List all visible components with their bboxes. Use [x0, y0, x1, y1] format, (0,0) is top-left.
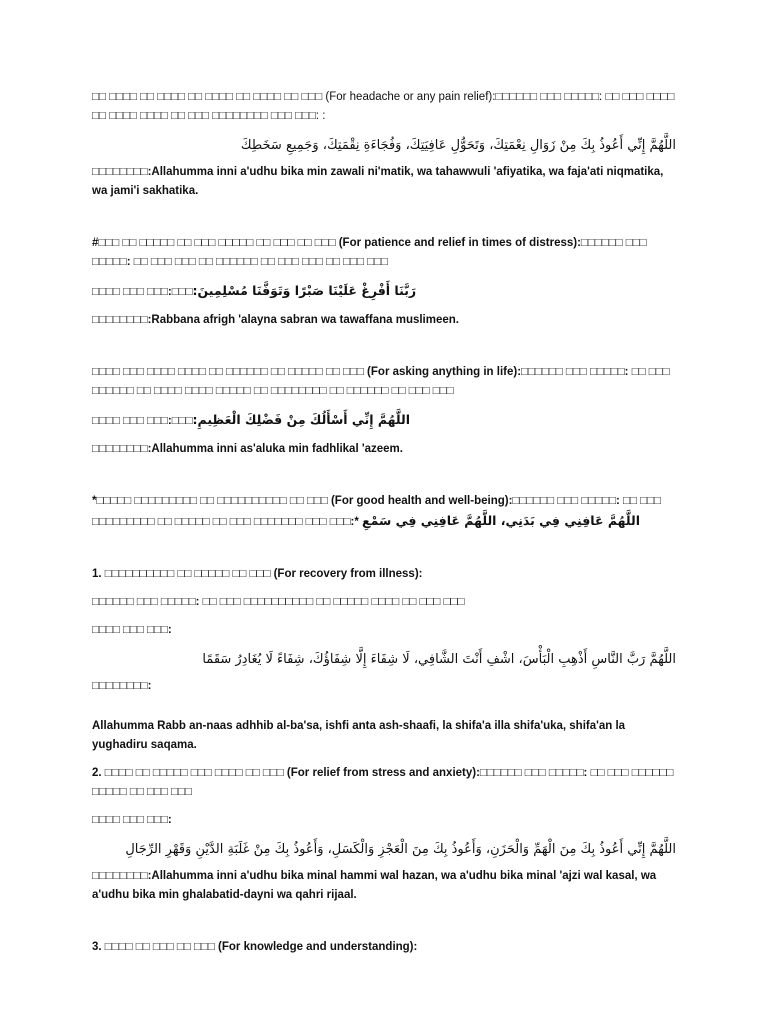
spacer [92, 339, 676, 363]
document-page [92, 88, 676, 966]
spacer [92, 705, 676, 717]
section-recovery-transliteration-label: □□□□□□□□: [92, 680, 152, 692]
section-knowledge-heading: 3. □□□□ □□ □□□ □□ □□□ (For knowledge and understanding): [92, 941, 418, 953]
transliteration-label: □□□□□□□□: [92, 870, 152, 882]
section-headache-heading: □□ □□□□ □□ □□□□ □□ □□□□ □□ □□□□ □□ □□□ (For headache or any pain relief):□□□□□□ □□□ □□□□□: □□ □□□ □□□□ □□ □□□□ □□□□ □□ □□□ □□□□□□□□ □□□ □□□: : [92, 91, 675, 122]
arabic-label: □□□□ □□□ □□□: [92, 286, 172, 298]
transliteration-text: Allahumma inni a'udhu bika minal hammi wal hazan, wa a'udhu bika minal 'ajzi wal kasal, wa a'udhu bika min ghalabatid-dayni wa qahri rijaal. [92, 870, 657, 901]
arabic-suffix: □□□ [171, 415, 193, 427]
section-asking-heading: □□□□ □□□ □□□□ □□□□ □□ □□□□□□ □□ □□□□□ □□ □□□ (For asking anything in life):□□□□□□ □□□ □□□□□: □□ □□□ □□□□□□ □□ □□□□ □□□□ □□□□□ □□ □□□□□□□□ □□ □□□□□□ □□ □□□ □□□ [92, 366, 670, 397]
section-number: 1. [92, 568, 102, 580]
section-stress-arabic: اللَّهُمَّ إِنِّي أَعُوذُ بِكَ مِنَ الْهَمِّ وَالْحَزَنِ، وَأَعُوذُ بِكَ مِنَ الْعَجْزِ وَالْكَسَلِ، وَأَعُوذُ بِكَ مِنْ غَلَبَةِ الدَّيْنِ وَقَهْرِ الرِّجَالِ [125, 842, 676, 857]
transliteration-text: Rabbana afrigh 'alayna sabran wa tawaffana muslimeen. [151, 314, 459, 326]
transliteration-label: □□□□□□□□: [92, 443, 152, 455]
section-asking-arabic-line [92, 410, 676, 431]
transliteration-label: □□□□□□□□: [92, 314, 152, 326]
section-number: 2. [92, 767, 102, 779]
section-recovery-heading: 1. □□□□□□□□□□ □□ □□□□□ □□ □□□ (For recovery from illness): [92, 568, 423, 580]
transliteration-text: Allahumma inni as'aluka min fadhlikal 'azeem. [151, 443, 403, 455]
arabic-label: □□□□ □□□ □□□: [92, 415, 172, 427]
section-number: 3. [92, 941, 102, 953]
section-patience-arabic: رَبَّنَا أَفْرِغْ عَلَيْنَا صَبْرًا وَتَوَفَّنَا مُسْلِمِينَ: [192, 283, 417, 298]
section-stress-arabic-label: □□□□ □□□ □□□: [92, 814, 172, 826]
section-patience-arabic-line [92, 281, 676, 302]
section-headache-transliteration [92, 163, 676, 201]
section-recovery-transliteration: Allahumma Rabb an-naas adhhib al-ba'sa, ishfi anta ash-shaafi, la shifa'a illa shifa'uka, shifa'an la yughadiru saqama. [92, 720, 626, 751]
section-recovery-arabic-label: □□□□ □□□ □□□: [92, 624, 172, 636]
section-health-heading: *□□□□□ □□□□□□□□□ □□ □□□□□□□□□□ □□ □□□ (For good health and well-being):□□□□□□ □□□ □□□□□: □□ □□□ □□□□□□□□□ □□ □□□□□ □□ □□□ □□□□□□□ □□□ □□□:* اللَّهُمَّ عَافِنِي فِي بَدَنِي، اللَّهُمَّ عَافِنِي فِي سَمْعِ [92, 495, 661, 528]
transliteration-label: □□□□□□□□: [92, 166, 152, 178]
transliteration-text: Allahumma inni a'udhu bika min zawali ni'matik, wa tahawwuli 'afiyatika, wa faja'ati niqmatika, wa jami'i sakhatika. [92, 166, 664, 197]
spacer [92, 914, 676, 938]
section-recovery-arabic: اللَّهُمَّ رَبَّ النَّاسِ أَذْهِبِ الْبَأْسَ، اشْفِ أَنْتَ الشَّافِي، لَا شِفَاءَ إِلَّا شِفَاؤُكَ، شِفَاءً لَا يُغَادِرُ سَقَمًا [202, 652, 676, 667]
section-stress-heading: 2. □□□□ □□ □□□□□ □□□ □□□□ □□ □□□ (For relief from stress and anxiety):□□□□□□ □□□ □□□□□: □□ □□□ □□□□□□ □□□□□ □□ □□□ □□□ [92, 767, 674, 798]
section-stress-transliteration [92, 867, 676, 905]
section-asking-arabic: اللَّهُمَّ إِنِّي أَسْأَلُكَ مِنْ فَضْلِكَ الْعَظِيمِ: [192, 412, 410, 427]
section-patience-transliteration [92, 311, 676, 330]
section-health-arabic: اللَّهُمَّ عَافِنِي فِي بَدَنِي، اللَّهُمَّ عَافِنِي فِي سَمْعِ [362, 513, 640, 528]
section-recovery-meaning: □□□□□□ □□□ □□□□□: □□ □□□ □□□□□□□□□□ □□ □□□□□ □□□□ □□ □□□ □□□ [92, 596, 465, 608]
section-patience-heading: #□□□ □□ □□□□□ □□ □□□ □□□□□ □□ □□□ □□ □□□ (For patience and relief in times of distress):□□□□□□ □□□ □□□□□: □□ □□□ □□□ □□ □□□□□□ □□ □□□ □□□ □□ □□□ □□□ [92, 237, 647, 268]
section-headache-arabic: اللَّهُمَّ إِنِّي أَعُوذُ بِكَ مِنْ زَوَالِ نِعْمَتِكَ، وَتَحَوُّلِ عَافِيَتِكَ، وَفُجَاءَةِ نِقْمَتِكَ، وَجَمِيعِ سَخَطِكَ [240, 138, 676, 153]
arabic-suffix: □□□ [171, 286, 193, 298]
spacer [92, 541, 676, 565]
section-asking-transliteration [92, 440, 676, 459]
spacer [92, 468, 676, 492]
spacer [92, 210, 676, 234]
